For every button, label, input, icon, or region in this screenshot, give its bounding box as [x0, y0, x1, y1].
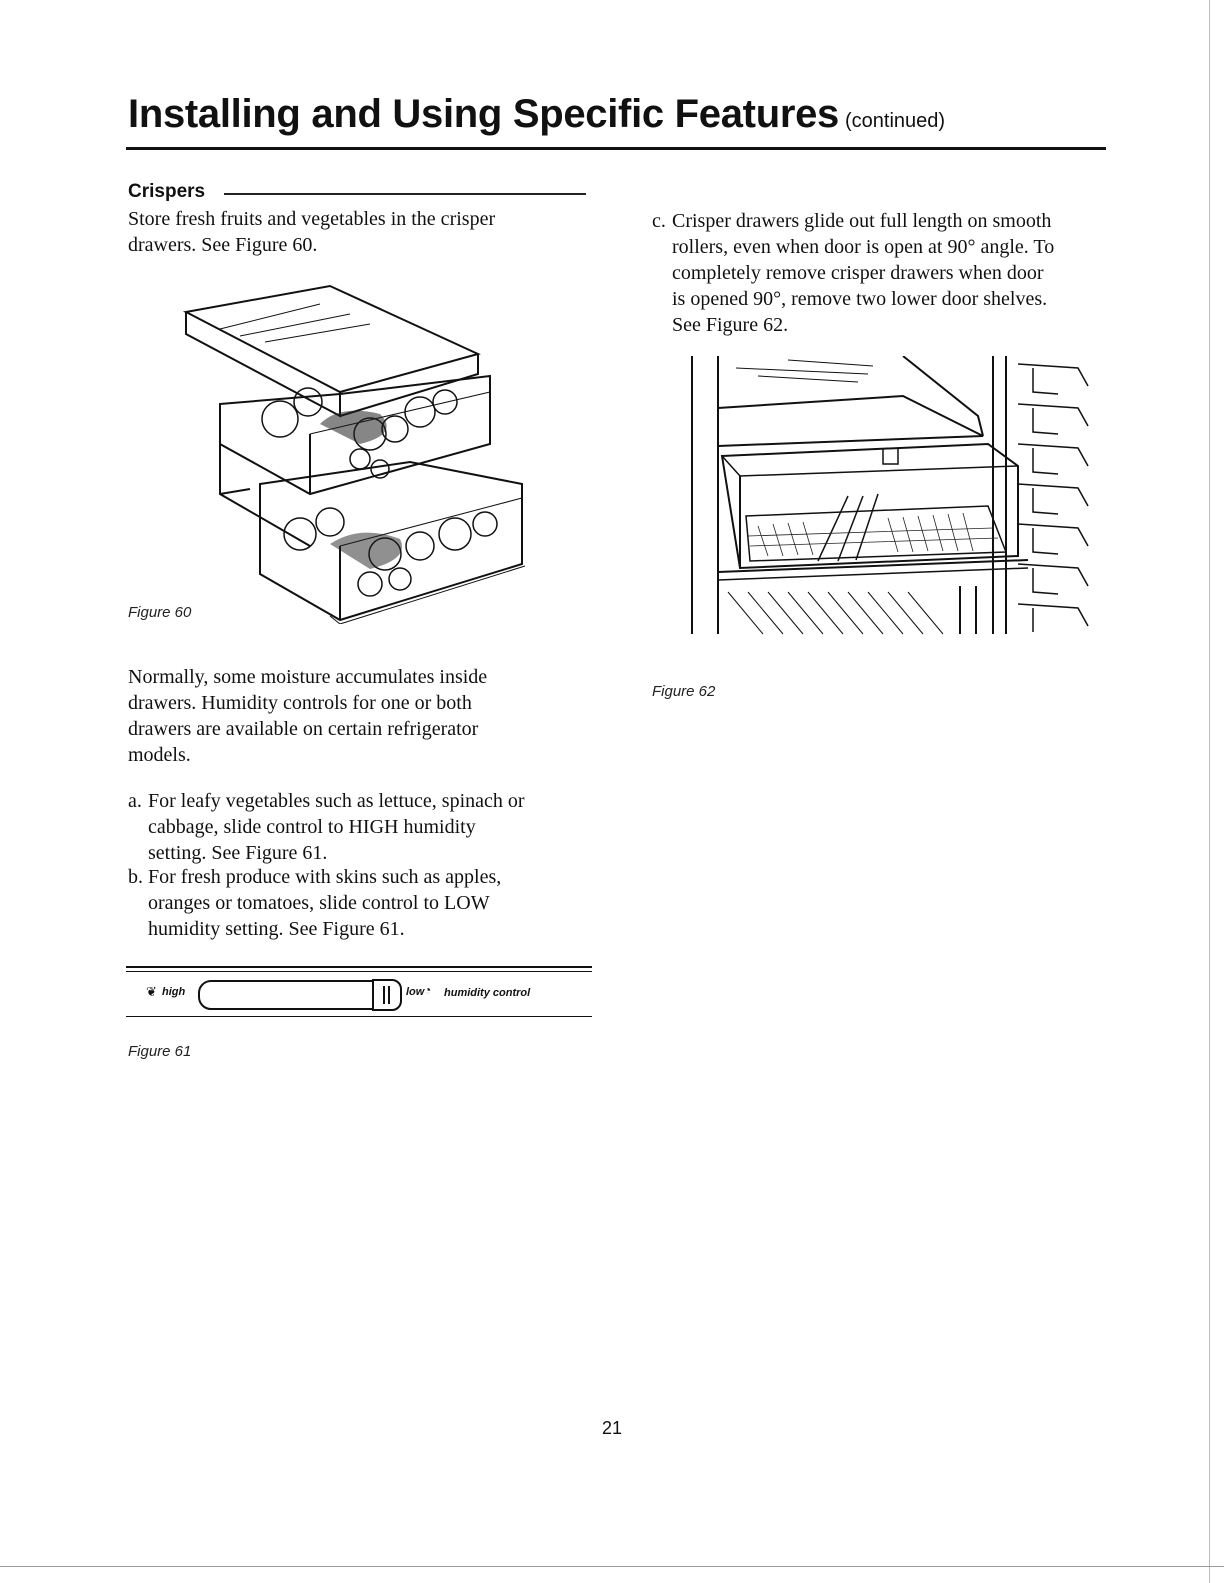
humidity-slider-track: [198, 980, 378, 1010]
figure-61-rule-top: [126, 966, 592, 968]
list-text: For leafy vegetables such as lettuce, spinach or cabbage, slide control to HIGH humidity setting. See Figure 61.: [148, 790, 525, 864]
list-marker: a.: [128, 790, 142, 812]
section-heading-crispers: Crispers: [128, 181, 206, 202]
page-number: 21: [601, 1418, 623, 1438]
page-subtitle: (continued): [844, 110, 946, 132]
crispers-intro: Store fresh fruits and vegetables in the crisper drawers. See Figure 60.: [128, 208, 496, 256]
title-rule: [126, 147, 1106, 150]
moisture-paragraph: Normally, some moisture accumulates inside drawers. Humidity controls for one or both drawers are available on certain refrigerator models.: [128, 666, 488, 766]
open-door-drawer-drawing: [688, 356, 1092, 636]
fruit-icon: ◔: [424, 983, 432, 997]
section-rule: [224, 193, 586, 195]
figure-62-illustration: [688, 356, 1092, 636]
crisper-drawers-drawing: [180, 284, 530, 624]
figure-61-rule-bottom: [126, 1016, 592, 1017]
page-edge-line: [1209, 0, 1210, 1583]
list-text: Crisper drawers glide out full length on smooth rollers, even when door is open at 90° angle. To completely remove crisper drawers when door is opened 90°, remove two lower door shelves. See Figure 62.: [672, 210, 1055, 336]
humidity-high-label: high: [162, 986, 186, 998]
figure-61-caption: Figure 61: [128, 1043, 192, 1060]
figure-61-rule-top-thin: [126, 971, 592, 972]
figure-62-caption: Figure 62: [652, 683, 716, 700]
leaf-icon: ❦: [146, 984, 157, 999]
list-text: For fresh produce with skins such as apples, oranges or tomatoes, slide control to LOW humidity setting. See Figure 61.: [148, 866, 502, 940]
humidity-control-label: humidity control: [444, 987, 531, 999]
page-title: [128, 92, 945, 137]
page-title-text: Installing and Using Specific Features: [128, 92, 839, 136]
page-bottom-line: [0, 1566, 1224, 1567]
list-item-a: [128, 788, 588, 866]
figure-60-caption: Figure 60: [128, 604, 192, 621]
humidity-low-label: low: [406, 986, 425, 998]
figure-60-illustration: [180, 284, 530, 624]
list-marker: c.: [652, 210, 666, 232]
list-item-b: [128, 864, 588, 942]
list-marker: b.: [128, 866, 143, 888]
list-item-c: [652, 208, 1112, 338]
humidity-slider-knob: [372, 979, 402, 1011]
